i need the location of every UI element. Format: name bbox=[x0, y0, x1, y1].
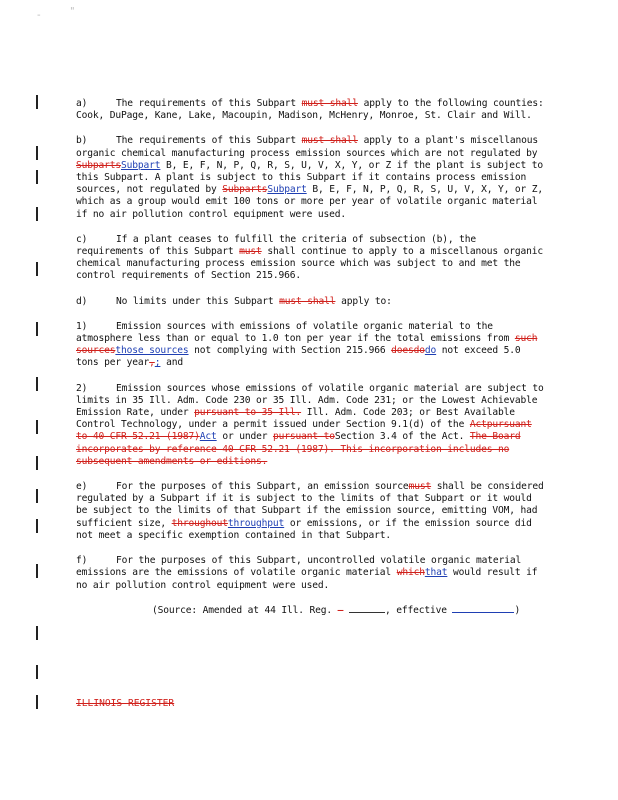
inserted-text: those sources bbox=[115, 345, 189, 357]
change-bar bbox=[36, 564, 38, 578]
inserted-text: do bbox=[424, 345, 437, 357]
text: and bbox=[166, 357, 183, 369]
change-bar bbox=[36, 170, 38, 184]
text: Emission sources whose emissions of volatile organic material are subject to limits in 35 Ill. Adm. Code 230 or 35 Ill. Adm. Code 231; or the Lowest Achievable Emission Rate, under bbox=[76, 382, 544, 419]
text: B, E, F, N, P, Q, R, S, U, V, X, Y, or Z, which as a group would emit 100 tons or more per year of volatile organic material if no air pollution control equipment were used. bbox=[76, 184, 544, 220]
deleted-text: throughout bbox=[171, 517, 228, 529]
text: The requirements of this Subpart bbox=[116, 135, 297, 147]
document-body bbox=[76, 98, 546, 630]
deleted-text: , bbox=[149, 357, 155, 369]
subsection-d bbox=[76, 296, 546, 308]
deleted-text: ILLINOIS REGISTER bbox=[76, 698, 175, 709]
change-bar bbox=[36, 262, 38, 276]
deleted-text: must shall bbox=[279, 295, 336, 307]
subsection-f bbox=[76, 555, 546, 592]
text: Emission sources with emissions of volatile organic material to the atmosphere less than or equal to 1.0 ton per year if the total emissions from bbox=[76, 320, 510, 345]
subsection-label: d) bbox=[76, 295, 88, 307]
inserted-text: Act bbox=[199, 431, 217, 443]
subsection-b bbox=[76, 135, 546, 220]
deleted-text: Subparts bbox=[222, 184, 268, 196]
text: apply to the following counties: Cook, DuPage, Kane, Lake, Macoupin, Madison, McHenry, Monroe, St. Clair and Will. bbox=[76, 98, 544, 122]
text: No limits under this Subpart bbox=[116, 295, 274, 307]
text: Section 3.4 of the Act. bbox=[334, 431, 465, 443]
subsection-label: e) bbox=[76, 481, 88, 493]
change-bar bbox=[36, 456, 38, 470]
text: B, E, F, N, P, Q, R, S, U, V, X, Y, or Z if the plant is subject to this Subpart. A plant is subject to this Subpart if it contains process emission sources, not regulated by bbox=[76, 159, 543, 196]
text: would result if no air pollution control equipment were used. bbox=[76, 567, 538, 591]
subsection-label: f) bbox=[76, 555, 88, 567]
deleted-text: must shall bbox=[301, 135, 358, 147]
change-bar bbox=[36, 626, 38, 640]
change-bar bbox=[36, 695, 38, 709]
change-bar bbox=[36, 95, 38, 109]
change-bar bbox=[36, 207, 38, 221]
subsection-label: b) bbox=[76, 135, 88, 147]
inserted-text: Subpart bbox=[267, 184, 307, 196]
inserted-text: throughput bbox=[227, 517, 285, 529]
inserted-text: ; bbox=[154, 357, 161, 369]
corner-mark: " bbox=[70, 6, 75, 17]
text: , effective bbox=[384, 604, 447, 616]
deleted-text: must bbox=[239, 246, 262, 258]
deleted-text: Subparts bbox=[76, 159, 122, 171]
source-note bbox=[152, 603, 546, 617]
change-bar bbox=[36, 665, 38, 679]
deleted-text: such sources bbox=[76, 333, 538, 357]
change-bar bbox=[36, 322, 38, 336]
subsection-e bbox=[76, 481, 546, 542]
change-bar bbox=[36, 519, 38, 533]
text: apply to a plant's miscellanous organic chemical manufacturing process emission sources which are not regulated by bbox=[76, 135, 538, 159]
text: Ill. Adm. Code 203; or Best Available Control Technology, under a permit issued under Section 9.1(d) of the bbox=[76, 407, 515, 431]
change-bar bbox=[36, 377, 38, 391]
text: not exceed 5.0 tons per year bbox=[76, 345, 521, 369]
subsection-c bbox=[76, 234, 546, 283]
subsection-label: 1) bbox=[76, 320, 88, 332]
text: or under bbox=[222, 431, 268, 443]
blank-line bbox=[349, 603, 385, 613]
text: shall be considered regulated by a Subpart if it is subject to the limits of that Subpart or it would be subject to the limits of that Subpart if the emission source, emitting VOM, had sufficient size, bbox=[76, 481, 544, 529]
text: or emissions, or if the emission source did not meet a specific exemption contained in that Subpart. bbox=[76, 517, 532, 541]
text: The requirements of this Subpart bbox=[116, 98, 297, 109]
deleted-text: must shall bbox=[301, 98, 358, 109]
blank-line bbox=[452, 603, 514, 613]
text: (Source: Amended at 44 Ill. Reg. bbox=[152, 604, 333, 616]
footer-deleted-register bbox=[76, 698, 174, 709]
text: If a plant ceases to fulfill the criteria of subsection (b), the requirements of this Subpart bbox=[76, 233, 477, 258]
deleted-text: Actpursuant to 40 CFR 52.21 (1987) bbox=[76, 419, 532, 443]
deleted-text: The Board incorporates by reference 40 CFR 52.21 (1987). This incorporation includes no subsequent amendments or editions. bbox=[76, 431, 521, 467]
inserted-text: Subpart bbox=[121, 159, 161, 171]
change-bar bbox=[36, 420, 38, 434]
deleted-text: pursuant to 35 Ill. bbox=[194, 407, 302, 419]
deleted-text: pursuant to bbox=[272, 431, 335, 443]
deleted-text: — bbox=[337, 604, 344, 616]
text: shall continue to apply to a miscellanous organic chemical manufacturing process emission source which was subject to and met the control requirements of Section 215.966. bbox=[76, 246, 543, 282]
change-bar bbox=[36, 146, 38, 160]
subsection-label: a) bbox=[76, 98, 88, 109]
inserted-text: that bbox=[424, 567, 448, 579]
subsection-label: 2) bbox=[76, 382, 88, 394]
text: For the purposes of this Subpart, an emission source bbox=[116, 481, 409, 493]
text: not complying with Section 215.966 bbox=[194, 345, 386, 357]
subsection-label: c) bbox=[76, 233, 88, 245]
text: For the purposes of this Subpart, uncontrolled volatile organic material emissions are the emissions of volatile organic material bbox=[76, 555, 522, 579]
subsection-a bbox=[76, 98, 546, 122]
text: apply to: bbox=[341, 295, 392, 307]
change-bar bbox=[36, 489, 38, 503]
subsection-d-2 bbox=[76, 383, 546, 468]
deleted-text: doesdo bbox=[391, 345, 425, 357]
subsection-d-1 bbox=[76, 321, 546, 370]
corner-mark: - bbox=[37, 10, 41, 21]
text: ) bbox=[514, 604, 521, 616]
deleted-text: which bbox=[396, 567, 425, 579]
deleted-text: must bbox=[408, 481, 432, 493]
